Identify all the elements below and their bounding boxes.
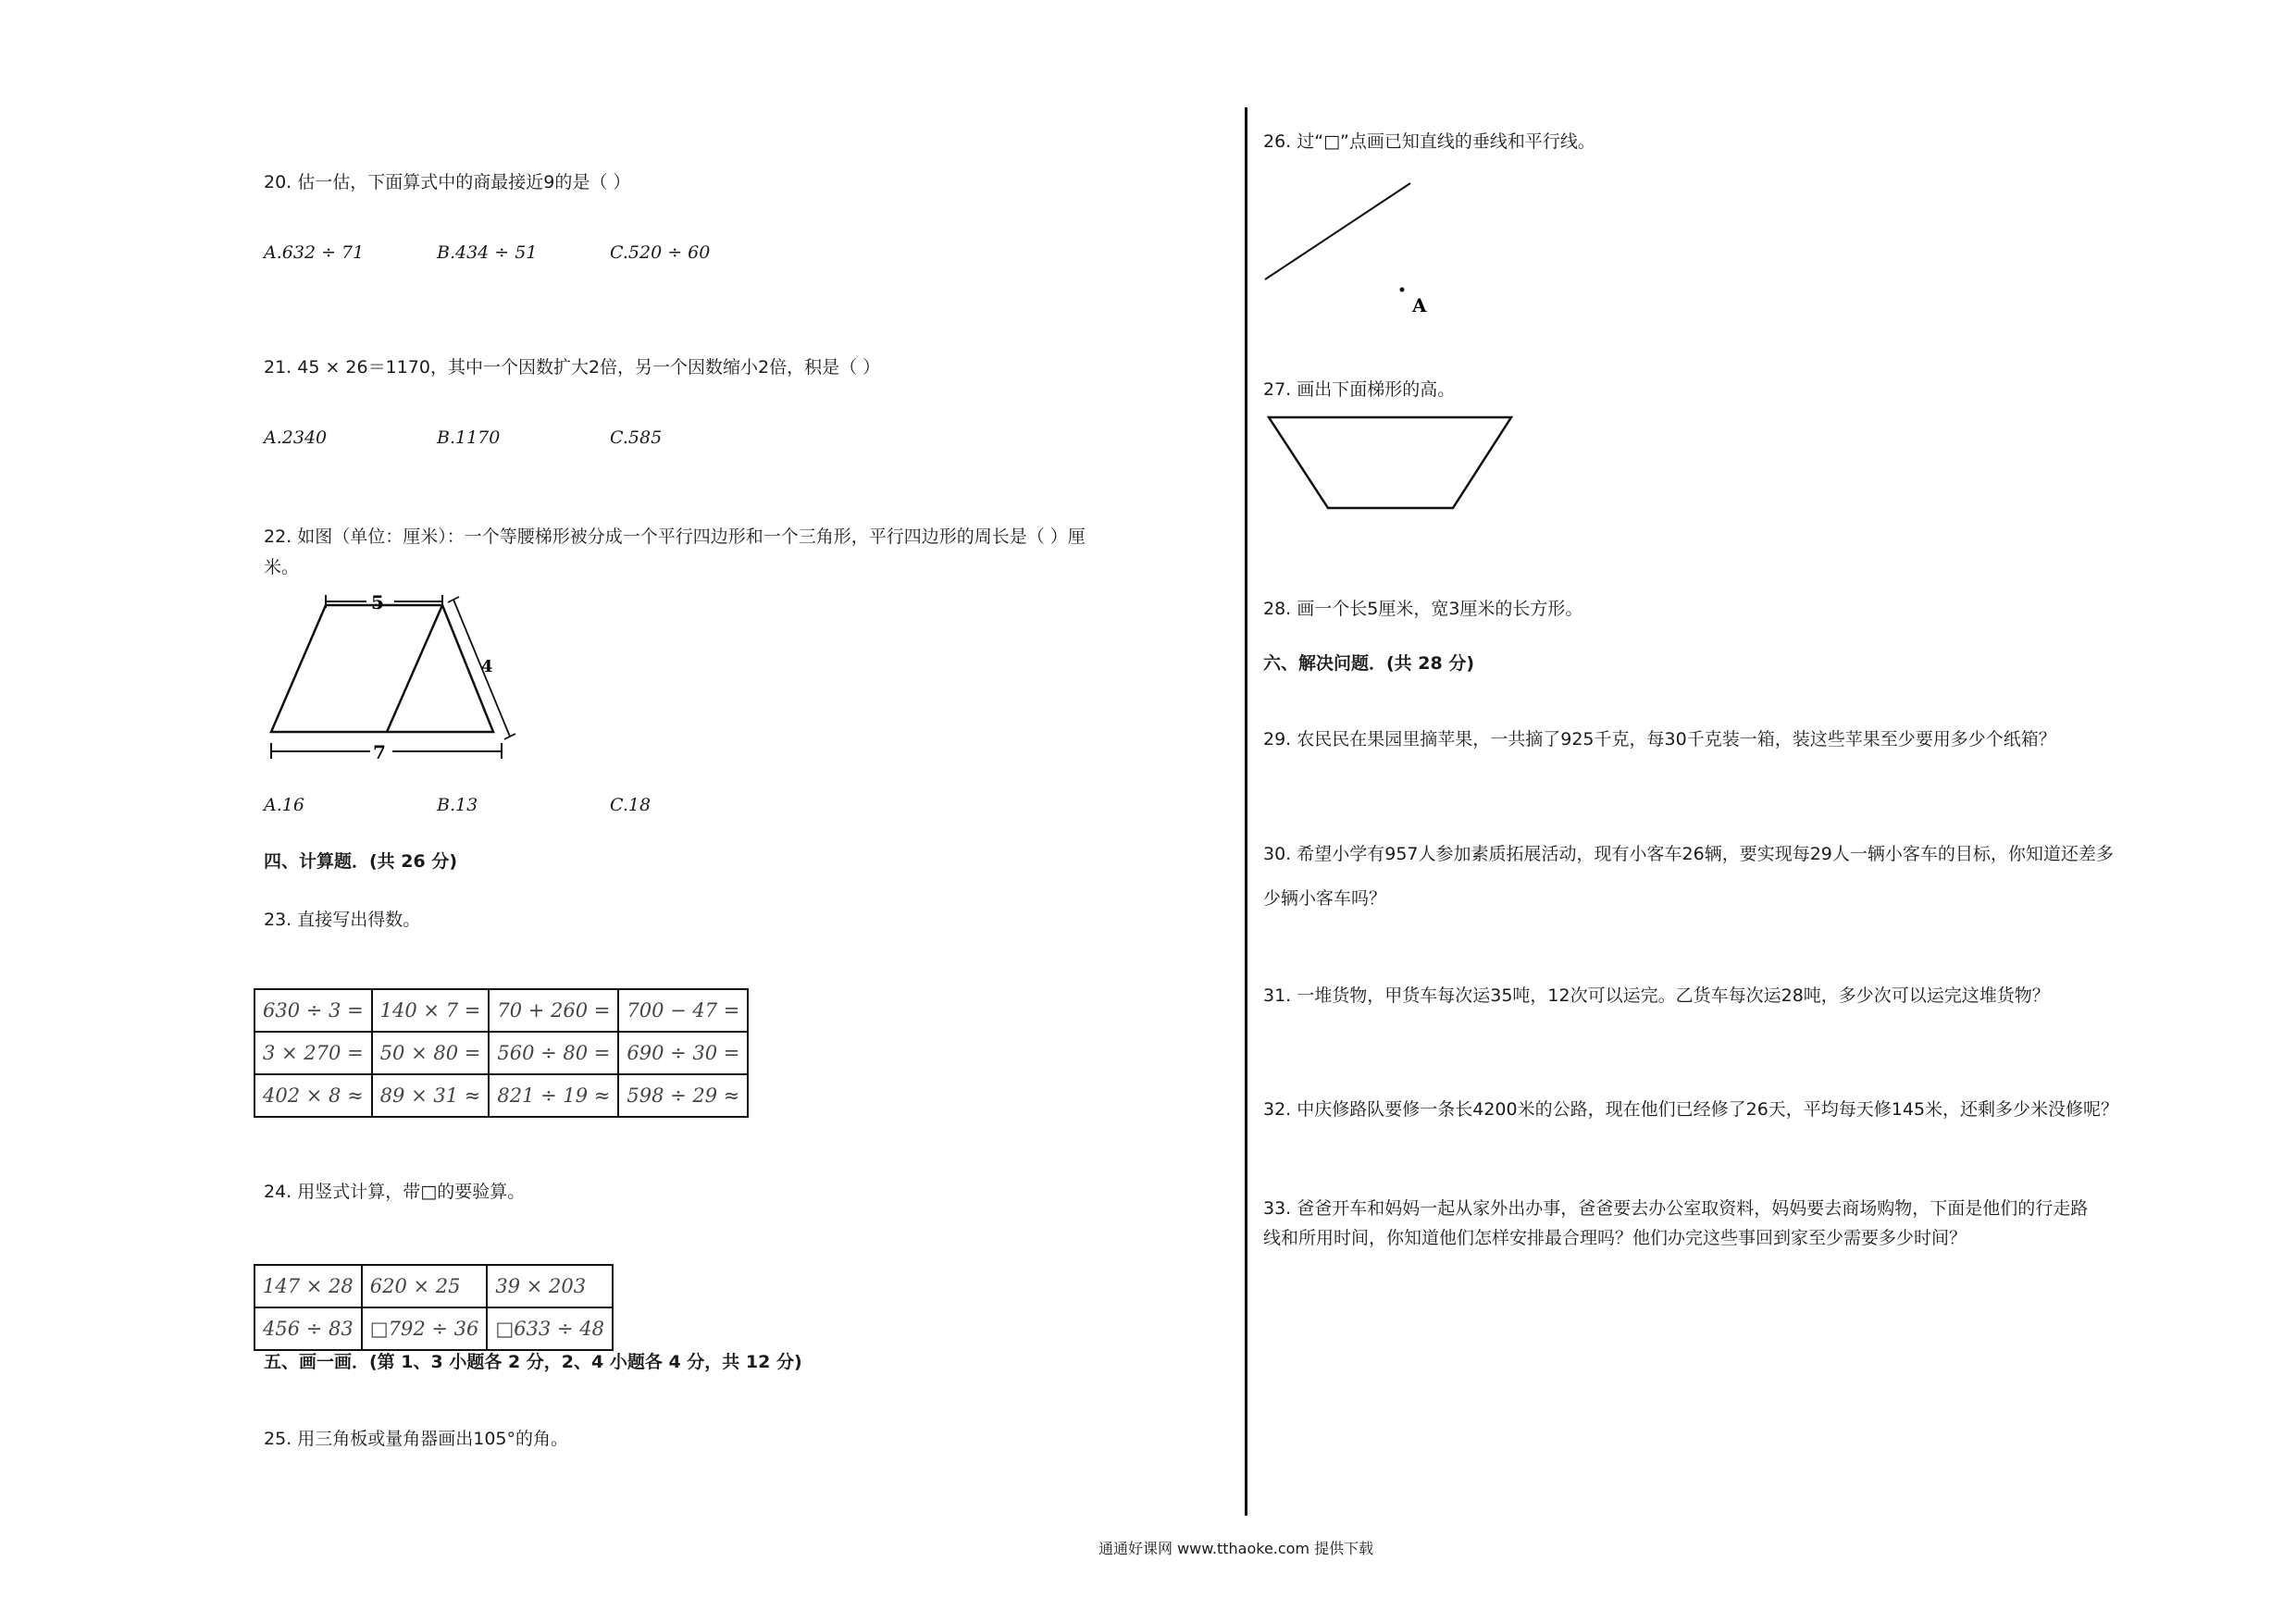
q21-option-a: A.2340	[264, 427, 328, 448]
table-cell: 70 + 260 =	[489, 989, 618, 1032]
table-cell: 700 − 47 =	[618, 989, 748, 1032]
point-a-dot	[1400, 288, 1405, 292]
q33-text-line1: 33. 爸爸开车和妈妈一起从家外出办事，爸爸要去办公室取资料，妈妈要去商场购物，下面是他们的行走路	[1263, 1198, 2089, 1219]
q22-option-b: B.13	[437, 795, 478, 815]
label-top-length: 5	[371, 591, 384, 613]
q32-text: 32. 中庆修路队要修一条长4200米的公路，现在他们已经修了26天，平均每天修145米，还剩多少米没修呢？	[1263, 1099, 2119, 1120]
table-row	[254, 1074, 748, 1117]
trapezoid-figure	[259, 579, 537, 764]
table-cell: □792 ÷ 36	[362, 1307, 488, 1350]
q20-text: 20. 估一估，下面算式中的商最接近9的是（ ）	[264, 172, 631, 192]
table-cell: 402 × 8 ≈	[254, 1074, 372, 1117]
table-cell: 821 ÷ 19 ≈	[489, 1074, 618, 1117]
q29-text: 29. 农民民在果园里摘苹果，一共摘了925千克，每30千克装一箱，装这些苹果至少要用多少个纸箱？	[1263, 729, 2056, 750]
q22-text-line2: 米。	[264, 557, 300, 577]
table-row	[254, 1307, 613, 1350]
table-cell: 690 ÷ 30 =	[618, 1032, 748, 1074]
q33-text-line2: 线和所用时间，你知道他们怎样安排最合理吗？他们办完这些事回到家至少需要多少时间？	[1263, 1228, 1967, 1248]
table-cell: 140 × 7 =	[372, 989, 490, 1032]
q26-text: 26. 过“□”点画已知直线的垂线和平行线。	[1263, 131, 1595, 152]
section6-title: 六、解决问题．(共 28 分)	[1263, 653, 1475, 674]
q21-text: 21. 45 × 26＝1170，其中一个因数扩大2倍，另一个因数缩小2倍，积是（ ）	[264, 357, 881, 378]
q20-option-a: A.632 ÷ 71	[264, 242, 365, 263]
table-row	[254, 1265, 613, 1307]
q25-text: 25. 用三角板或量角器画出105°的角。	[264, 1429, 569, 1449]
point-a-label: A	[1412, 294, 1427, 316]
q27-trapezoid-figure	[1263, 412, 1522, 523]
table-cell: 39 × 203	[487, 1265, 613, 1307]
q27-text: 27. 画出下面梯形的高。	[1263, 379, 1456, 400]
table-cell: 89 × 31 ≈	[372, 1074, 490, 1117]
table-cell: 620 × 25	[362, 1265, 488, 1307]
q22-option-a: A.16	[264, 795, 304, 815]
q24-table	[254, 1264, 614, 1351]
table-cell: 3 × 270 =	[254, 1032, 372, 1074]
column-divider	[1245, 107, 1247, 1516]
q28-text: 28. 画一个长5厘米，宽3厘米的长方形。	[1263, 599, 1583, 619]
q22-text-line1: 22. 如图（单位：厘米）：一个等腰梯形被分成一个平行四边形和一个三角形，平行四边形的周长是（ ）厘	[264, 527, 1086, 547]
table-cell: 560 ÷ 80 =	[489, 1032, 618, 1074]
table-cell: □633 ÷ 48	[487, 1307, 613, 1350]
q30-text-line2: 少辆小客车吗？	[1263, 888, 1387, 909]
table-cell: 147 × 28	[254, 1265, 362, 1307]
q20-option-b: B.434 ÷ 51	[437, 242, 538, 263]
q31-text: 31. 一堆货物，甲货车每次运35吨，12次可以运完。乙货车每次运28吨，多少次可以运完这堆货物？	[1263, 985, 2050, 1006]
q26-figure	[1259, 176, 1462, 324]
section4-title: 四、计算题．(共 26 分)	[264, 851, 458, 872]
footer-credit: 通通好课网 www.tthaoke.com 提供下载	[1098, 1540, 1374, 1557]
q23-text: 23. 直接写出得数。	[264, 910, 421, 930]
table-row	[254, 989, 748, 1032]
table-cell: 630 ÷ 3 =	[254, 989, 372, 1032]
q20-option-c: C.520 ÷ 60	[610, 242, 711, 263]
q22-option-c: C.18	[610, 795, 652, 815]
q21-option-c: C.585	[610, 427, 663, 448]
section5-title: 五、画一画．(第 1、3 小题各 2 分，2、4 小题各 4 分，共 12 分)	[264, 1352, 802, 1372]
q24-text: 24. 用竖式计算，带□的要验算。	[264, 1182, 526, 1202]
q21-option-b: B.1170	[437, 427, 501, 448]
table-cell: 50 × 80 =	[372, 1032, 490, 1074]
q23-table	[254, 988, 749, 1118]
table-cell: 598 ÷ 29 ≈	[618, 1074, 748, 1117]
table-cell: 456 ÷ 83	[254, 1307, 362, 1350]
label-bottom-length: 7	[373, 741, 386, 763]
q30-text-line1: 30. 希望小学有957人参加素质拓展活动，现有小客车26辆，要实现每29人一辆小客车的目标，你知道还差多	[1263, 844, 2114, 864]
label-side-length: 4	[481, 657, 493, 676]
table-row	[254, 1032, 748, 1074]
